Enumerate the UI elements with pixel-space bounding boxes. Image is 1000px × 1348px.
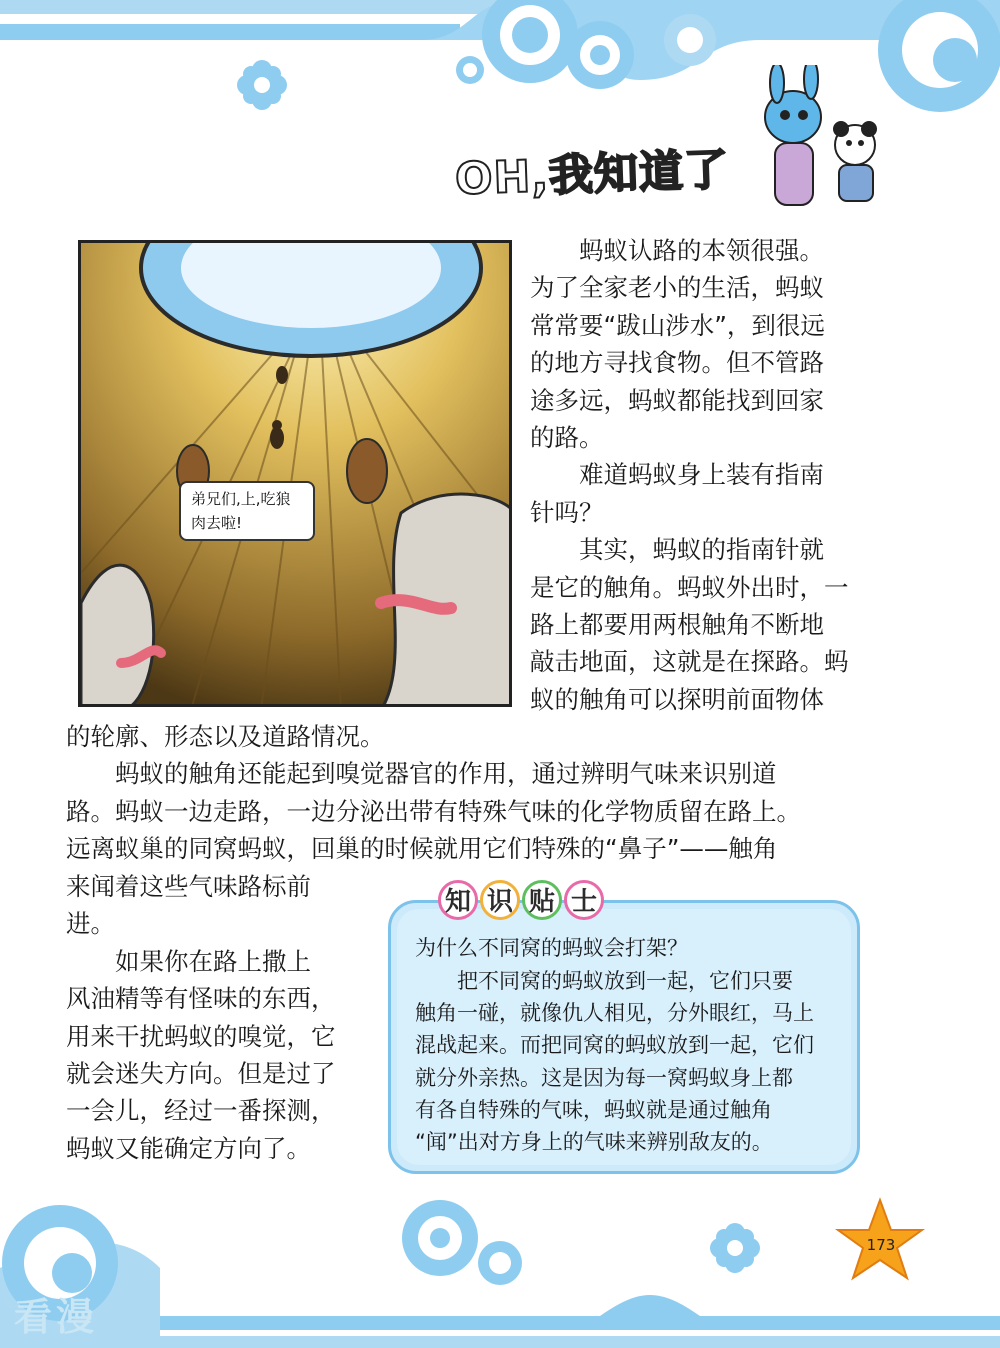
watermark-logo: 看漫 bbox=[14, 1295, 99, 1339]
text-line: 就会迷失方向。但是过了 bbox=[66, 1059, 336, 1089]
text-line: 远离蚁巢的同窝蚂蚁，回巢的时候就用它们特殊的“鼻子”——触角 bbox=[66, 834, 778, 864]
bottom-border-decoration bbox=[0, 1168, 1000, 1348]
tip-question: 为什么不同窝的蚂蚁会打架？ bbox=[415, 936, 688, 960]
tip-line: 触角一碰，就像仇人相见，分外眼红，马上 bbox=[415, 1001, 814, 1026]
page-number: 173 bbox=[866, 1236, 896, 1254]
text-line: 蚁的触角可以探明前面物体 bbox=[530, 684, 824, 714]
comic-panel bbox=[78, 240, 512, 707]
tip-title bbox=[438, 880, 604, 928]
tip-line: 把不同窝的蚂蚁放到一起，它们只要 bbox=[415, 969, 793, 993]
text-line: 蚂蚁又能确定方向了。 bbox=[66, 1133, 311, 1163]
text-line: 路上都要用两根触角不断地 bbox=[530, 610, 824, 640]
text-line: 的地方寻找食物。但不管路 bbox=[530, 348, 824, 378]
text-line: 为了全家老小的生活，蚂蚁 bbox=[530, 273, 824, 303]
text-line: 常常要“跋山涉水”，到很远 bbox=[530, 310, 825, 340]
tip-line: 有各自特殊的气味，蚂蚁就是通过触角 bbox=[415, 1097, 772, 1122]
text-line: 风油精等有怪味的东西， bbox=[66, 984, 336, 1014]
text-line: 针吗？ bbox=[530, 497, 604, 527]
text-line: 的路。 bbox=[530, 423, 604, 453]
text-line: 来闻着这些气味路标前 bbox=[66, 872, 311, 901]
speech-bubble: 弟兄们,上,吃狼肉去啦! bbox=[179, 481, 315, 541]
tip-title-char: 贴 bbox=[522, 880, 562, 920]
text-line: 用来干扰蚂蚁的嗅觉，它 bbox=[66, 1021, 336, 1051]
text-line: 一会儿，经过一番探测， bbox=[66, 1096, 336, 1126]
tip-title-char: 士 bbox=[564, 880, 604, 920]
text-line: 途多远，蚂蚁都能找到回家 bbox=[530, 385, 824, 415]
comic-illustration bbox=[81, 243, 512, 707]
text-line: 敲击地面，这就是在探路。蚂 bbox=[530, 647, 849, 677]
text-line: 是它的触角。蚂蚁外出时，一 bbox=[530, 572, 849, 602]
mascot-characters-icon bbox=[755, 65, 885, 215]
text-line: 蚂蚁认路的本领很强。 bbox=[530, 236, 824, 265]
tip-line: 就分外亲热。这是因为每一窝蚂蚁身上都 bbox=[415, 1065, 793, 1090]
tip-line: “闻”出对方身上的气味来辨别敌友的。 bbox=[415, 1130, 773, 1155]
tip-title-char: 识 bbox=[480, 880, 520, 920]
tip-body bbox=[415, 965, 845, 1158]
text-line: 进。 bbox=[66, 909, 115, 939]
header-title: OH,我知道了 bbox=[454, 144, 730, 206]
article-full-width bbox=[66, 718, 866, 868]
text-line: 难道蚂蚁身上装有指南 bbox=[530, 460, 824, 490]
tip-title-char: 知 bbox=[438, 880, 478, 920]
article-left-column bbox=[66, 868, 366, 1167]
text-line: 其实，蚂蚁的指南针就 bbox=[530, 535, 824, 565]
text-line: 的轮廓、形态以及道路情况。 bbox=[66, 722, 385, 751]
text-line: 路。蚂蚁一边走路，一边分泌出带有特殊气味的化学物质留在路上。 bbox=[66, 796, 801, 826]
text-line: 蚂蚁的触角还能起到嗅觉器官的作用，通过辨明气味来识别道 bbox=[66, 759, 777, 789]
text-line: 如果你在路上撒上 bbox=[66, 946, 311, 976]
tip-line: 混战起来。而把同窝的蚂蚁放到一起，它们 bbox=[415, 1033, 814, 1058]
article-right-column bbox=[530, 232, 870, 718]
